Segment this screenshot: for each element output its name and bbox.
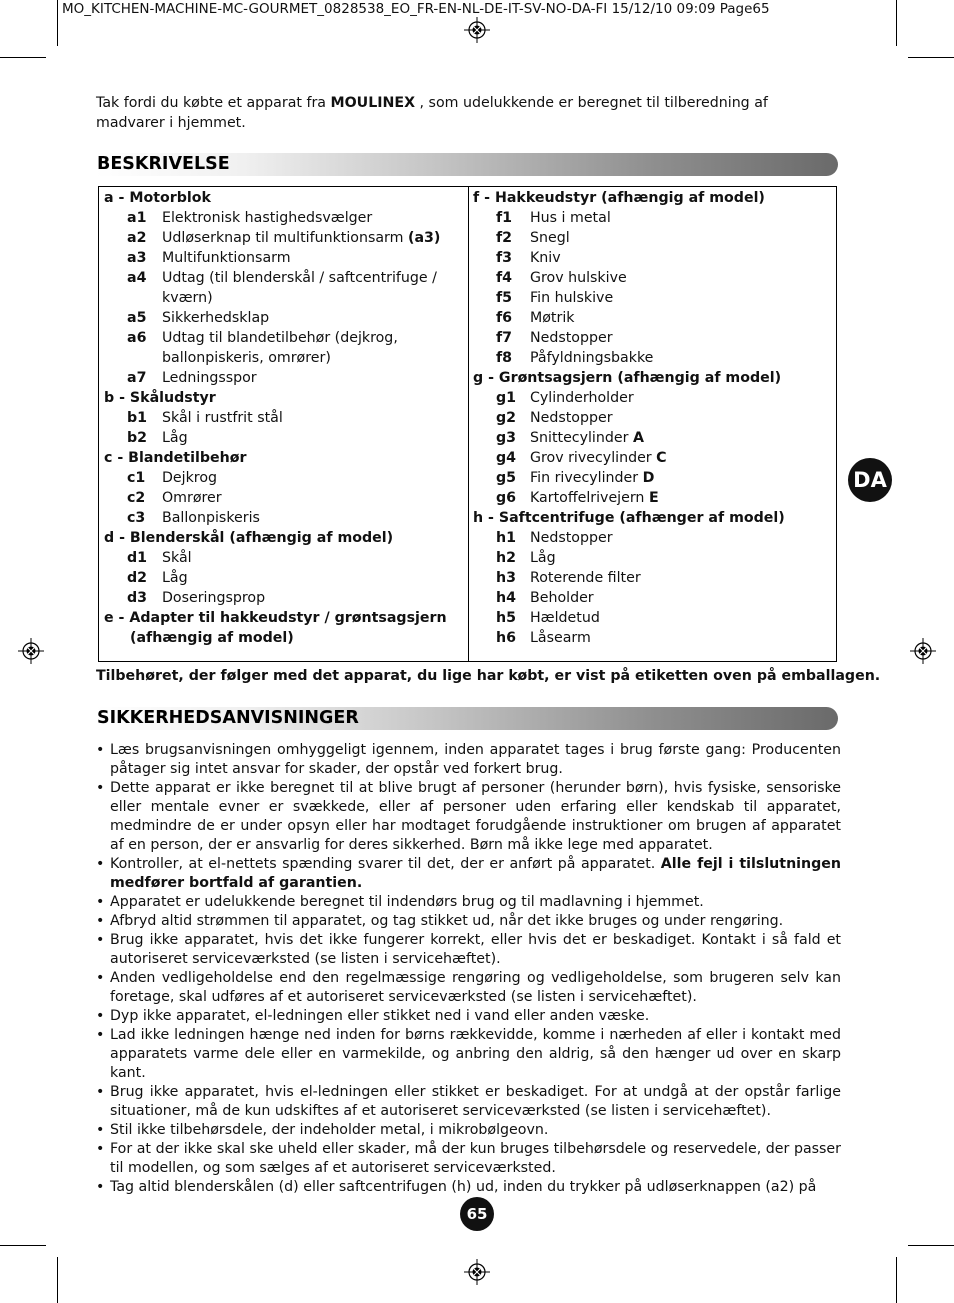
part-ref: (a3) — [407, 230, 441, 246]
section-banner-description — [95, 153, 838, 176]
part-label: Udløserknap til multifunktionsarm (a3) — [162, 230, 441, 246]
intro-text: , som udelukkende er beregnet til tilberedning af madvarer i hjemmet. — [96, 95, 768, 131]
description-line — [104, 508, 459, 528]
description-column-right — [473, 188, 833, 648]
registration-mark-icon — [18, 638, 44, 664]
part-code: b2 — [127, 430, 148, 446]
section-title: SIKKERHEDSANVISNINGER — [97, 708, 359, 728]
part-label: Skål i rustfrit stål — [162, 410, 283, 426]
part-label: kværn) — [162, 290, 213, 306]
safety-emphasis: Alle fejl i tilslutningen medfører bortfald af garantien. — [110, 856, 842, 891]
part-code: h6 — [496, 630, 516, 646]
part-code: b1 — [127, 410, 148, 426]
part-label: Omrører — [162, 490, 222, 506]
description-line — [104, 428, 459, 448]
part-label: Låg — [530, 550, 556, 566]
section-banner-safety — [95, 707, 838, 730]
part-code: h1 — [496, 530, 516, 546]
registration-mark-icon — [910, 638, 936, 664]
description-line — [473, 528, 833, 548]
description-line — [104, 288, 459, 308]
description-line — [473, 548, 833, 568]
part-code: c1 — [127, 470, 146, 486]
description-line — [104, 408, 459, 428]
part-label: Cylinderholder — [530, 390, 634, 406]
part-label: Elektronisk hastighedsvælger — [162, 210, 373, 226]
part-code: a4 — [127, 270, 147, 286]
description-line — [473, 488, 833, 508]
part-code: f7 — [496, 330, 513, 346]
part-label: Beholder — [530, 590, 594, 606]
description-line — [104, 568, 459, 588]
part-label: Udtag til blandetilbehør (dejkrog, — [162, 330, 398, 346]
description-line — [104, 388, 459, 408]
brand-name: MOULINEX — [330, 95, 416, 111]
part-code: h5 — [496, 610, 516, 626]
part-label: Kniv — [530, 250, 561, 266]
part-ref: D — [642, 470, 655, 486]
part-label: Nedstopper — [530, 410, 613, 426]
part-ref: C — [656, 450, 667, 466]
safety-item: • Afbryd altid strømmen til apparatet, og tag stikket ud, når det ikke bruges og under rengøring. — [96, 912, 841, 931]
description-line — [473, 628, 833, 648]
description-line — [473, 228, 833, 248]
part-code: f2 — [496, 230, 513, 246]
part-label: Låg — [162, 570, 188, 586]
intro-text: Tak fordi du købte et apparat fra — [96, 95, 331, 111]
description-line — [473, 348, 833, 368]
part-code: c2 — [127, 490, 146, 506]
description-line — [104, 188, 459, 208]
description-line — [104, 248, 459, 268]
description-line — [104, 448, 459, 468]
part-code: a6 — [127, 330, 147, 346]
part-ref: A — [632, 430, 644, 446]
part-code: c3 — [127, 510, 146, 526]
part-code: a3 — [127, 250, 147, 266]
description-line — [104, 468, 459, 488]
safety-item: • Dyp ikke apparatet, el-ledningen eller stikket ned i vand eller anden væske. — [96, 1007, 841, 1026]
group-heading: (afhængig af model) — [130, 630, 294, 646]
page-number-badge: 65 — [460, 1197, 494, 1231]
description-line — [104, 488, 459, 508]
part-code: f8 — [496, 350, 513, 366]
description-line — [104, 268, 459, 288]
crop-mark — [908, 1245, 954, 1246]
registration-mark-icon — [464, 17, 490, 43]
part-label: Nedstopper — [530, 330, 613, 346]
part-label: Fin hulskive — [530, 290, 614, 306]
part-code: a2 — [127, 230, 147, 246]
description-line — [104, 228, 459, 248]
accessory-note: Tilbehøret, der følger med det apparat, du lige har købt, er vist på etiketten oven på emballagen. — [96, 668, 881, 684]
part-label: Ledningsspor — [162, 370, 257, 386]
part-label: Fin rivecylinder D — [530, 470, 655, 486]
description-line — [473, 368, 833, 388]
part-code: g3 — [496, 430, 517, 446]
part-code: h2 — [496, 550, 516, 566]
description-line — [473, 448, 833, 468]
description-line — [104, 328, 459, 348]
description-table — [98, 186, 837, 662]
crop-mark — [0, 1245, 46, 1246]
print-slug: MO_KITCHEN-MACHINE-MC-GOURMET_0828538_EO_FR-EN-NL-DE-IT-SV-NO-DA-FI 15/12/10 09:09 Page65 — [62, 1, 770, 17]
part-code: g2 — [496, 410, 517, 426]
part-label: Kartoffelrivejern E — [530, 490, 659, 506]
part-code: d2 — [127, 570, 148, 586]
description-line — [104, 588, 459, 608]
part-label: Ballonpiskeris — [162, 510, 260, 526]
part-label: Skål — [162, 550, 192, 566]
safety-list — [96, 741, 841, 1197]
group-heading: c - Blandetilbehør — [104, 450, 247, 466]
part-label: Multifunktionsarm — [162, 250, 291, 266]
part-label: Møtrik — [530, 310, 575, 326]
safety-item: • Kontroller, at el-nettets spænding svarer til det, der er anført på apparatet. Alle fejl i tilslutningen medfører bortfald af garantien. — [96, 855, 841, 893]
part-label: Dejkrog — [162, 470, 218, 486]
crop-mark — [57, 1257, 58, 1303]
intro-paragraph — [96, 94, 841, 133]
safety-item: • Lad ikke ledningen hænge ned inden for børns rækkevidde, komme i nærheden af eller i kontakt med apparatets varme dele eller en varmekilde, og anbring den aldrig, så den hænger ud over en skarp kant. — [96, 1026, 841, 1083]
group-heading: b - Skåludstyr — [104, 390, 216, 406]
part-label: Doseringsprop — [162, 590, 266, 606]
description-line — [473, 288, 833, 308]
part-label: Sikkerhedsklap — [162, 310, 270, 326]
part-label: Hældetud — [530, 610, 600, 626]
safety-item: • For at der ikke skal ske uheld eller skader, må der kun bruges tilbehørsdele og reservedele, der passer til modellen, og som sælges af et autoriseret serviceværksted. — [96, 1140, 841, 1178]
safety-item: • Stil ikke tilbehørsdele, der indeholder metal, i mikrobølgeovn. — [96, 1121, 841, 1140]
group-heading: d - Blenderskål (afhængig af model) — [104, 530, 394, 546]
safety-item: • Brug ikke apparatet, hvis el-ledningen eller stikket er beskadiget. For at undgå at der opstår farlige situationer, må de kun udskiftes af et autoriseret serviceværksted (se listen i servicehæftet). — [96, 1083, 841, 1121]
part-code: h3 — [496, 570, 516, 586]
crop-mark — [896, 1257, 897, 1303]
safety-item: • Læs brugsanvisningen omhyggeligt igennem, inden apparatet tages i brug første gang: Producenten påtager sig intet ansvar for skader, der opstår ved forkert brug. — [96, 741, 841, 779]
description-line — [473, 408, 833, 428]
description-line — [473, 308, 833, 328]
part-label: Snittecylinder A — [530, 430, 644, 446]
part-label: Låsearm — [530, 630, 591, 646]
description-line — [473, 248, 833, 268]
part-code: f3 — [496, 250, 513, 266]
group-heading: a - Motorblok — [104, 190, 211, 206]
part-label: Udtag (til blenderskål / saftcentrifuge / — [162, 270, 437, 286]
safety-item: • Tag altid blenderskålen (d) eller saftcentrifugen (h) ud, inden du trykker på udløserknappen (a2) på — [96, 1178, 841, 1197]
part-code: f6 — [496, 310, 513, 326]
safety-item: • Brug ikke apparatet, hvis det ikke fungerer korrekt, eller hvis det er beskadiget. Kontakt i så fald et autoriseret serviceværksted (se listen i servicehæftet). — [96, 931, 841, 969]
part-label: Grov rivecylinder C — [530, 450, 667, 466]
part-code: f5 — [496, 290, 513, 306]
part-label: Nedstopper — [530, 530, 613, 546]
description-line — [104, 348, 459, 368]
description-line — [104, 548, 459, 568]
part-code: d3 — [127, 590, 148, 606]
part-code: a5 — [127, 310, 147, 326]
part-code: a1 — [127, 210, 147, 226]
part-label: Påfyldningsbakke — [530, 350, 654, 366]
description-line — [473, 388, 833, 408]
description-line — [104, 628, 459, 648]
part-label: Snegl — [530, 230, 570, 246]
description-line — [473, 428, 833, 448]
description-line — [473, 508, 833, 528]
description-column-left — [104, 188, 459, 648]
description-line — [104, 308, 459, 328]
crop-mark — [57, 0, 58, 46]
part-code: g1 — [496, 390, 517, 406]
description-line — [473, 268, 833, 288]
description-line — [473, 328, 833, 348]
safety-item: • Anden vedligeholdelse end den regelmæssige rengøring og vedligeholdelse, som brugeren selv kan foretage, skal udføres af et autoriseret serviceværksted (se listen i servicehæftet). — [96, 969, 841, 1007]
part-code: g4 — [496, 450, 517, 466]
part-code: g5 — [496, 470, 517, 486]
safety-item: • Dette apparat er ikke beregnet til at blive brugt af personer (herunder børn), hvis fysiske, sensoriske eller mentale evner er svækkede, eller af personer uden erfaring eller kendskab til apparatet, medmindre de er under opsyn eller har modtaget forudgående instruktioner om brugen af apparatet af en person, der er ansvarlig for deres sikkerhed. Børn må ikke lege med apparatet. — [96, 779, 841, 855]
description-line — [104, 528, 459, 548]
description-line — [104, 368, 459, 388]
group-heading: e - Adapter til hakkeudstyr / grøntsagsjern — [104, 610, 447, 626]
description-line — [473, 608, 833, 628]
part-code: h4 — [496, 590, 516, 606]
group-heading: f - Hakkeudstyr (afhængig af model) — [473, 190, 765, 206]
description-line — [104, 208, 459, 228]
registration-mark-icon — [464, 1259, 490, 1285]
crop-mark — [896, 0, 897, 46]
description-line — [473, 588, 833, 608]
crop-mark — [908, 57, 954, 58]
part-code: f4 — [496, 270, 513, 286]
safety-item: • Apparatet er udelukkende beregnet til indendørs brug og til madlavning i hjemmet. — [96, 893, 841, 912]
part-code: a7 — [127, 370, 147, 386]
language-tab-badge: DA — [848, 458, 892, 502]
crop-mark — [0, 57, 46, 58]
description-line — [473, 468, 833, 488]
part-code: g6 — [496, 490, 517, 506]
description-line — [104, 608, 459, 628]
part-ref: E — [648, 490, 659, 506]
part-label: Hus i metal — [530, 210, 611, 226]
group-heading: h - Saftcentrifuge (afhænger af model) — [473, 510, 785, 526]
description-line — [473, 568, 833, 588]
part-label: Låg — [162, 430, 188, 446]
group-heading: g - Grøntsagsjern (afhængig af model) — [473, 370, 782, 386]
part-label: ballonpiskeris, omrører) — [162, 350, 331, 366]
part-code: d1 — [127, 550, 148, 566]
part-code: f1 — [496, 210, 513, 226]
description-line — [473, 188, 833, 208]
part-label: Grov hulskive — [530, 270, 627, 286]
section-title: BESKRIVELSE — [97, 154, 230, 174]
description-line — [473, 208, 833, 228]
column-divider — [468, 187, 469, 661]
part-label: Roterende filter — [530, 570, 641, 586]
